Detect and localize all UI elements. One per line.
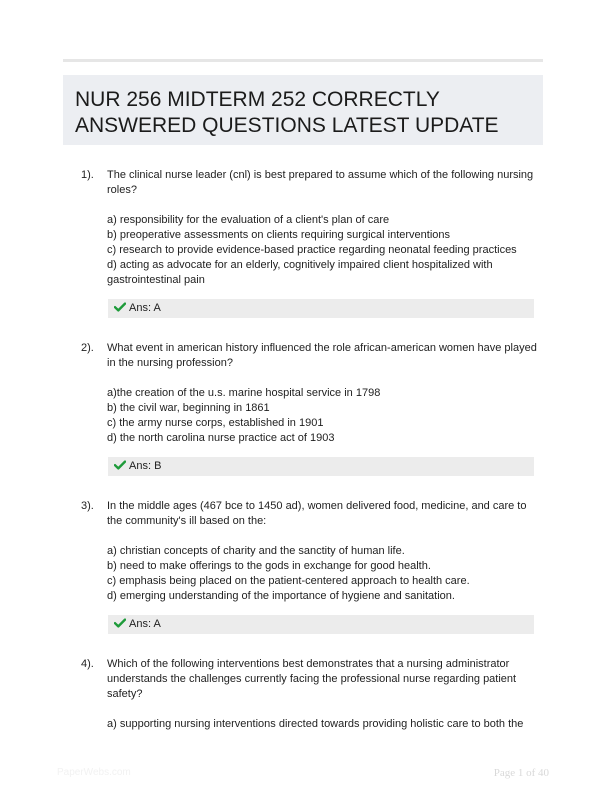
answer-label: Ans: A	[129, 618, 161, 630]
answer-options	[107, 717, 532, 732]
question-text: In the middle ages (467 bce to 1450 ad), women delivered food, medicine, and care to the community's ill based on the:	[107, 500, 527, 527]
answer-options	[107, 544, 532, 604]
option-d: d) the north carolina nurse practice act of 1903	[107, 432, 335, 444]
question-number: 1).	[81, 169, 94, 181]
answer-label: Ans: A	[129, 302, 161, 314]
page-title: NUR 256 MIDTERM 252 CORRECTLY ANSWERED QUESTIONS LATEST UPDATE	[75, 88, 499, 137]
answer-box	[108, 457, 534, 476]
question-number: 4).	[81, 658, 94, 670]
answer-options	[107, 213, 532, 288]
option-b: b) preoperative assessments on clients requiring surgical interventions	[107, 229, 451, 241]
option-a: a) responsibility for the evaluation of a client's plan of care	[107, 214, 390, 226]
option-b: b) need to make offerings to the gods in exchange for good health.	[107, 560, 431, 572]
check-icon	[114, 302, 126, 312]
option-a: a) supporting nursing interventions directed towards providing holistic care to both the	[107, 718, 524, 730]
footer-watermark: PaperWebs.com	[57, 767, 131, 778]
top-divider	[63, 59, 543, 62]
question-number: 3).	[81, 500, 94, 512]
option-c: c) research to provide evidence-based practice regarding neonatal feeding practices	[107, 244, 517, 256]
option-d: d) acting as advocate for an elderly, cognitively impaired client hospitalized with gastrointestinal pain	[107, 259, 493, 286]
option-a: a)the creation of the u.s. marine hospital service in 1798	[107, 387, 381, 399]
answer-label: Ans: B	[129, 460, 162, 472]
check-icon	[114, 460, 126, 470]
option-a: a) christian concepts of charity and the sanctity of human life.	[107, 545, 405, 557]
answer-options	[107, 386, 532, 446]
question-text: The clinical nurse leader (cnl) is best prepared to assume which of the following nursing roles?	[107, 169, 534, 196]
page-indicator: Page 1 of 40	[493, 767, 549, 779]
check-icon	[114, 618, 126, 628]
title-banner	[63, 75, 543, 145]
question-text: Which of the following interventions best demonstrates that a nursing administrator understands the challenges currently facing the professional nurse regarding patient safety?	[107, 658, 517, 700]
question-text: What event in american history influenced the role african-american women have played in the nursing profession?	[107, 342, 537, 369]
option-d: d) emerging understanding of the importance of hygiene and sanitation.	[107, 590, 455, 602]
answer-box	[108, 299, 534, 318]
option-c: c) the army nurse corps, established in 1901	[107, 417, 324, 429]
option-b: b) the civil war, beginning in 1861	[107, 402, 270, 414]
option-c: c) emphasis being placed on the patient-centered approach to health care.	[107, 575, 470, 587]
answer-box	[108, 615, 534, 634]
question-number: 2).	[81, 342, 94, 354]
